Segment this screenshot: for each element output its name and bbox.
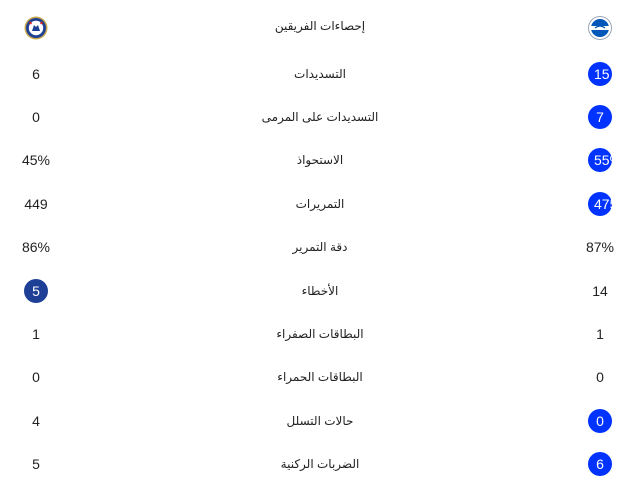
stat-label: حالات التسلل xyxy=(286,413,354,428)
stat-row-possession: 45% الاستحواذ 55% xyxy=(0,139,640,182)
stats-header xyxy=(0,0,640,56)
stat-label: التمريرات xyxy=(295,196,345,211)
stat-label: دقة التمرير xyxy=(292,240,348,255)
stat-label: البطاقات الحمراء xyxy=(277,370,363,385)
page-title: إحصاءات الفريقين xyxy=(274,19,366,33)
stat-row-shots: 6 التسديدات 15 xyxy=(0,52,640,95)
stat-label: الاستحواذ xyxy=(296,153,344,168)
stat-row-passes: 449 التمريرات 475 xyxy=(0,182,640,225)
brighton-crest-icon xyxy=(588,16,612,40)
stat-row-corners: 5 الضربات الركنية 6 xyxy=(0,443,640,486)
stat-label: الأخطاء xyxy=(301,283,339,298)
stats-table xyxy=(0,52,640,486)
stat-label: الضربات الركنية xyxy=(280,457,360,472)
stat-row-red-cards: 0 البطاقات الحمراء 0 xyxy=(0,356,640,399)
stat-label: التسديدات على المرمى xyxy=(261,110,379,125)
stat-row-fouls: 5 الأخطاء 14 xyxy=(0,269,640,312)
stat-label: البطاقات الصفراء xyxy=(276,327,364,342)
stat-row-offsides: 4 حالات التسلل 0 xyxy=(0,399,640,442)
stat-row-yellow-cards: 1 البطاقات الصفراء 1 xyxy=(0,312,640,355)
stat-row-shots-on-target: 0 التسديدات على المرمى 7 xyxy=(0,95,640,138)
stat-row-pass-accuracy: 86% دقة التمرير 87% xyxy=(0,226,640,269)
stat-label: التسديدات xyxy=(294,66,346,81)
